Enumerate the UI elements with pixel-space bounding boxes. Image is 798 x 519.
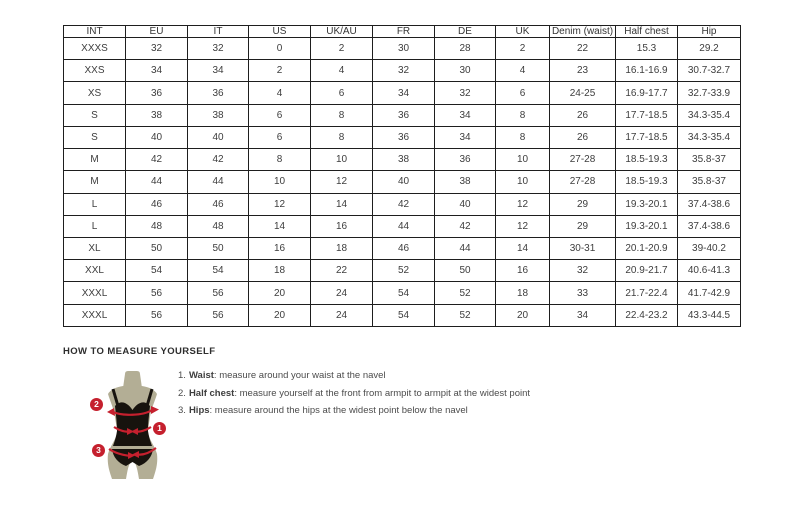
size-cell: 56: [188, 282, 249, 304]
size-cell: 18: [311, 237, 373, 259]
size-cell: 46: [126, 193, 188, 215]
size-cell: 10: [249, 171, 311, 193]
size-cell: 46: [373, 237, 435, 259]
size-cell: 10: [496, 171, 550, 193]
size-cell: 27-28: [550, 171, 616, 193]
size-cell: 34: [373, 82, 435, 104]
size-cell: 20: [249, 304, 311, 326]
size-cell: 4: [311, 60, 373, 82]
size-cell: 40: [435, 193, 496, 215]
size-cell: 42: [126, 149, 188, 171]
size-cell: 20.1-20.9: [616, 237, 678, 259]
size-cell: XXXS: [64, 38, 126, 60]
size-cell: 14: [311, 193, 373, 215]
size-cell: 42: [373, 193, 435, 215]
mannequin-illustration: [80, 366, 185, 506]
size-row: [64, 260, 741, 282]
size-cell: 15.3: [616, 38, 678, 60]
column-header: FR: [373, 26, 435, 38]
column-header: EU: [126, 26, 188, 38]
size-cell: L: [64, 193, 126, 215]
measure-section-title: HOW TO MEASURE YOURSELF: [63, 346, 216, 357]
size-cell: 29.2: [678, 38, 741, 60]
size-cell: 32: [435, 82, 496, 104]
size-cell: 32: [126, 38, 188, 60]
column-header: UK/AU: [311, 26, 373, 38]
size-cell: 32: [373, 60, 435, 82]
size-cell: 52: [373, 260, 435, 282]
size-row: [64, 171, 741, 193]
size-cell: 35.8-37: [678, 149, 741, 171]
size-cell: 34: [435, 126, 496, 148]
size-cell: 34: [550, 304, 616, 326]
size-cell: 18: [496, 282, 550, 304]
step-label: Hips: [188, 405, 210, 416]
step-text: : measure around your waist at the navel: [213, 370, 386, 381]
measure-step-half-chest: [178, 387, 530, 405]
size-cell: 42: [188, 149, 249, 171]
step-number: 3.: [178, 405, 186, 416]
size-cell: 34: [126, 60, 188, 82]
size-cell: 2: [496, 38, 550, 60]
step-label: Half chest: [188, 387, 235, 399]
figure-marker-waist: 1: [153, 422, 166, 435]
size-cell: 16: [311, 215, 373, 237]
size-cell: 36: [373, 126, 435, 148]
size-cell: 21.7-22.4: [616, 282, 678, 304]
size-cell: 14: [249, 215, 311, 237]
size-cell: 38: [373, 149, 435, 171]
size-cell: 24: [311, 282, 373, 304]
size-cell: 14: [496, 237, 550, 259]
column-header: IT: [188, 26, 249, 38]
size-cell: 56: [188, 304, 249, 326]
size-cell: 20.9-21.7: [616, 260, 678, 282]
size-cell: 44: [188, 171, 249, 193]
measure-step-hips: [178, 404, 530, 422]
size-cell: 40.6-41.3: [678, 260, 741, 282]
size-cell: 4: [249, 82, 311, 104]
size-cell: 20: [496, 304, 550, 326]
size-cell: 44: [126, 171, 188, 193]
size-cell: 16.9-17.7: [616, 82, 678, 104]
column-header: Half chest: [616, 26, 678, 38]
column-header: INT: [64, 26, 126, 38]
size-cell: 38: [188, 104, 249, 126]
size-cell: 20: [249, 282, 311, 304]
size-cell: 17.7-18.5: [616, 126, 678, 148]
column-header: US: [249, 26, 311, 38]
size-cell: 18.5-19.3: [616, 171, 678, 193]
column-header: Denim (waist): [550, 26, 616, 38]
step-number: 1.: [178, 370, 186, 381]
size-cell: 18.5-19.3: [616, 149, 678, 171]
size-cell: 32: [188, 38, 249, 60]
step-text: : measure around the hips at the widest point below the navel: [209, 405, 468, 416]
size-cell: 0: [249, 38, 311, 60]
size-cell: 6: [496, 82, 550, 104]
size-cell: 46: [188, 193, 249, 215]
size-row: [64, 237, 741, 259]
size-cell: 10: [496, 149, 550, 171]
size-cell: 23: [550, 60, 616, 82]
size-row: [64, 126, 741, 148]
size-table-section: [63, 25, 741, 327]
size-cell: 6: [249, 126, 311, 148]
size-cell: 48: [188, 215, 249, 237]
size-cell: 34.3-35.4: [678, 126, 741, 148]
size-cell: 32.7-33.9: [678, 82, 741, 104]
size-cell: XXS: [64, 60, 126, 82]
size-row: [64, 193, 741, 215]
size-row: [64, 82, 741, 104]
figure-marker-chest: 2: [90, 398, 103, 411]
size-cell: 50: [126, 237, 188, 259]
header-row: [64, 26, 741, 38]
size-cell: 48: [126, 215, 188, 237]
size-cell: 12: [496, 193, 550, 215]
measure-steps: [178, 369, 530, 422]
size-cell: S: [64, 126, 126, 148]
size-cell: 40: [188, 126, 249, 148]
size-cell: 50: [188, 237, 249, 259]
size-cell: 8: [496, 104, 550, 126]
size-cell: XL: [64, 237, 126, 259]
size-cell: 36: [188, 82, 249, 104]
size-cell: 2: [311, 38, 373, 60]
size-row: [64, 304, 741, 326]
measure-step-waist: [178, 369, 530, 387]
size-cell: 12: [249, 193, 311, 215]
size-cell: 16: [249, 237, 311, 259]
step-number: 2.: [178, 387, 186, 399]
size-row: [64, 149, 741, 171]
size-cell: 8: [311, 104, 373, 126]
size-row: [64, 215, 741, 237]
size-cell: 19.3-20.1: [616, 193, 678, 215]
size-cell: 44: [435, 237, 496, 259]
size-cell: 22: [311, 260, 373, 282]
size-cell: 36: [435, 149, 496, 171]
size-cell: 32: [550, 260, 616, 282]
size-row: [64, 60, 741, 82]
size-cell: 28: [435, 38, 496, 60]
size-row: [64, 104, 741, 126]
size-cell: 52: [435, 282, 496, 304]
size-cell: 29: [550, 193, 616, 215]
size-cell: 30-31: [550, 237, 616, 259]
size-cell: 4: [496, 60, 550, 82]
size-cell: XXL: [64, 260, 126, 282]
size-cell: 6: [249, 104, 311, 126]
size-cell: 22.4-23.2: [616, 304, 678, 326]
size-cell: 26: [550, 104, 616, 126]
column-header: DE: [435, 26, 496, 38]
size-cell: 12: [311, 171, 373, 193]
size-cell: 10: [311, 149, 373, 171]
size-cell: 30: [373, 38, 435, 60]
size-cell: 29: [550, 215, 616, 237]
size-row: [64, 282, 741, 304]
step-label: Waist: [188, 370, 214, 381]
size-cell: 33: [550, 282, 616, 304]
size-cell: 30.7-32.7: [678, 60, 741, 82]
size-cell: 54: [373, 282, 435, 304]
size-cell: 12: [496, 215, 550, 237]
size-cell: 30: [435, 60, 496, 82]
size-cell: 36: [126, 82, 188, 104]
size-cell: 35.8-37: [678, 171, 741, 193]
column-header: Hip: [678, 26, 741, 38]
size-cell: 34.3-35.4: [678, 104, 741, 126]
size-cell: 24: [311, 304, 373, 326]
size-table: [63, 25, 741, 327]
size-cell: M: [64, 171, 126, 193]
size-cell: L: [64, 215, 126, 237]
size-cell: XS: [64, 82, 126, 104]
size-cell: XXXL: [64, 304, 126, 326]
size-cell: 40: [373, 171, 435, 193]
size-cell: 56: [126, 304, 188, 326]
size-cell: 8: [496, 126, 550, 148]
size-cell: 38: [435, 171, 496, 193]
size-cell: 24-25: [550, 82, 616, 104]
size-cell: 8: [249, 149, 311, 171]
size-cell: 16: [496, 260, 550, 282]
size-cell: 27-28: [550, 149, 616, 171]
size-cell: XXXL: [64, 282, 126, 304]
size-cell: 37.4-38.6: [678, 215, 741, 237]
size-row: [64, 38, 741, 60]
size-cell: 52: [435, 304, 496, 326]
size-cell: 41.7-42.9: [678, 282, 741, 304]
size-cell: 17.7-18.5: [616, 104, 678, 126]
size-cell: 22: [550, 38, 616, 60]
size-cell: 16.1-16.9: [616, 60, 678, 82]
size-cell: 8: [311, 126, 373, 148]
size-cell: 2: [249, 60, 311, 82]
step-text: : measure yourself at the front from armpit to armpit at the widest point: [234, 387, 531, 399]
size-cell: 34: [435, 104, 496, 126]
size-cell: 39-40.2: [678, 237, 741, 259]
size-cell: 50: [435, 260, 496, 282]
size-cell: 34: [188, 60, 249, 82]
size-cell: 37.4-38.6: [678, 193, 741, 215]
size-cell: 6: [311, 82, 373, 104]
size-cell: 36: [373, 104, 435, 126]
mannequin-figure: [80, 366, 185, 506]
size-cell: 54: [188, 260, 249, 282]
size-cell: 42: [435, 215, 496, 237]
size-cell: 38: [126, 104, 188, 126]
size-cell: 56: [126, 282, 188, 304]
size-cell: 54: [126, 260, 188, 282]
size-cell: 44: [373, 215, 435, 237]
size-cell: 26: [550, 126, 616, 148]
size-cell: S: [64, 104, 126, 126]
column-header: UK: [496, 26, 550, 38]
size-cell: 19.3-20.1: [616, 215, 678, 237]
size-cell: 43.3-44.5: [678, 304, 741, 326]
size-cell: 54: [373, 304, 435, 326]
figure-marker-hips: 3: [92, 444, 105, 457]
size-cell: M: [64, 149, 126, 171]
size-cell: 18: [249, 260, 311, 282]
size-cell: 40: [126, 126, 188, 148]
